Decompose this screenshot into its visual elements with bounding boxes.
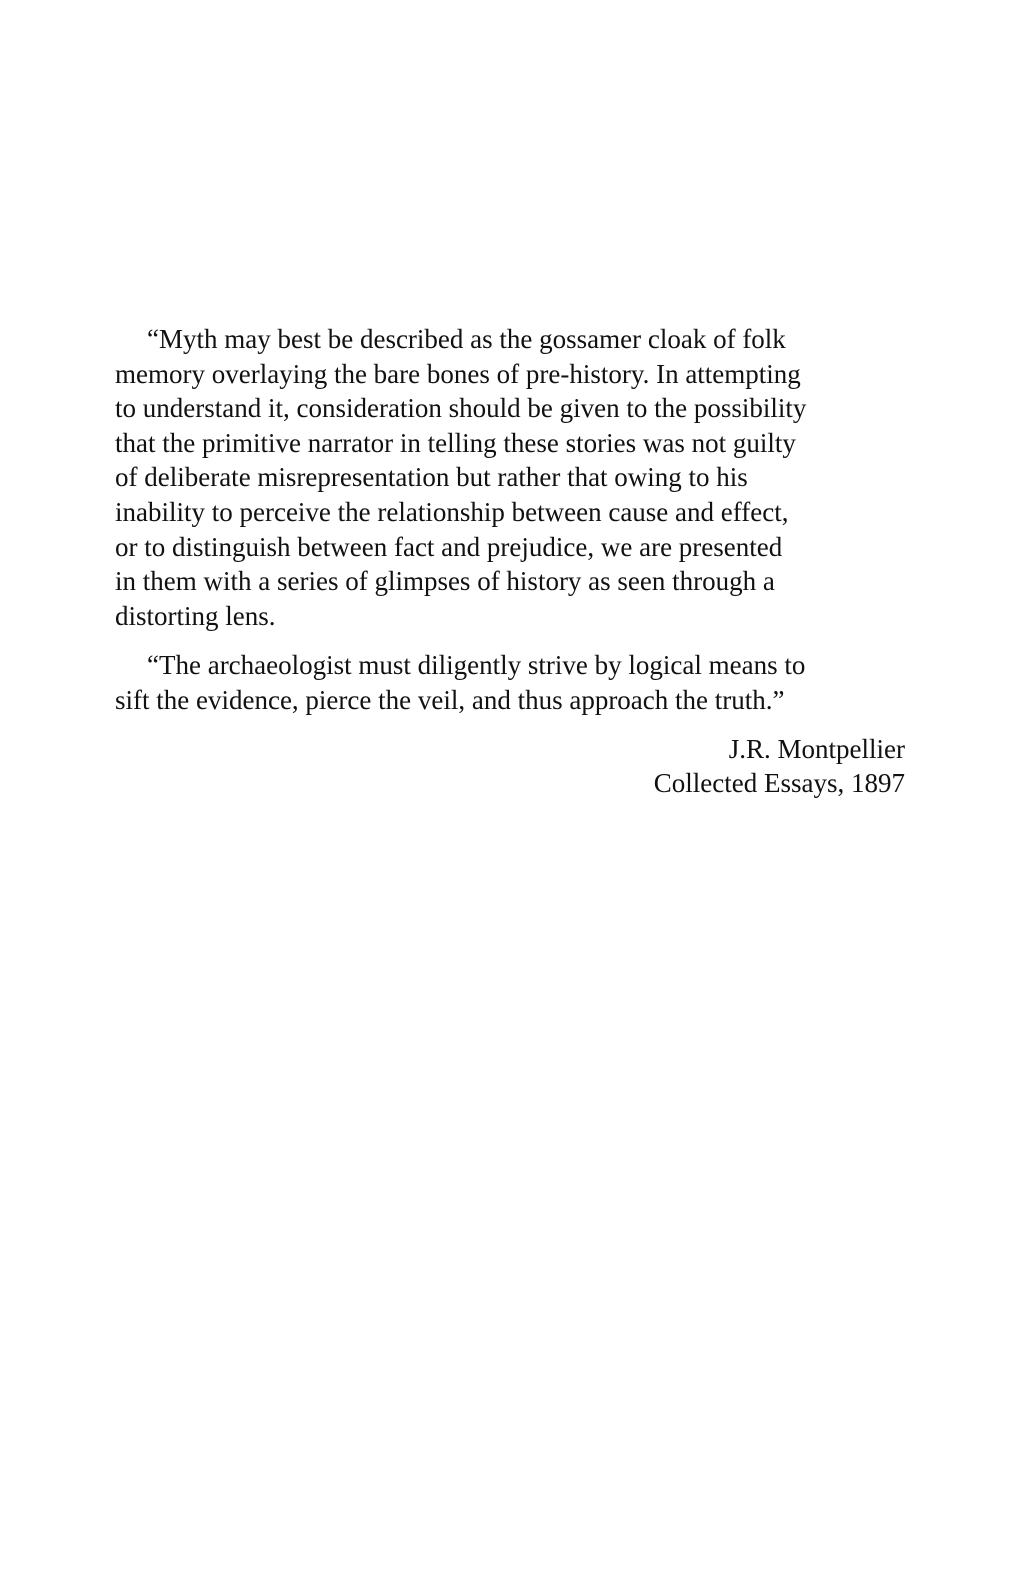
paragraph-line: of deliberate misrepresentation but rather that owing to his bbox=[115, 462, 748, 493]
paragraph-line: “Myth may best be described as the gossamer cloak of folk bbox=[147, 324, 786, 354]
epigraph-paragraph-1 bbox=[115, 322, 905, 633]
attribution-author: J.R. Montpellier bbox=[728, 733, 905, 764]
paragraph-line: sift the evidence, pierce the veil, and thus approach the truth.” bbox=[115, 684, 785, 715]
paragraph-line: in them with a series of glimpses of history as seen through a bbox=[115, 566, 775, 597]
paragraph-line: that the primitive narrator in telling these stories was not guilty bbox=[115, 427, 796, 458]
epigraph-attribution bbox=[115, 732, 905, 800]
epigraph bbox=[115, 322, 905, 800]
epigraph-paragraph-2 bbox=[115, 648, 905, 717]
attribution-source: Collected Essays, 1897 bbox=[653, 767, 905, 798]
paragraph-line: “The archaeologist must diligently strive by logical means to bbox=[147, 650, 806, 681]
paragraph-line: to understand it, consideration should be given to the possibility bbox=[115, 393, 807, 424]
paragraph-line: or to distinguish between fact and prejudice, we are presented bbox=[115, 531, 783, 562]
paragraph-line: inability to perceive the relationship between cause and effect, bbox=[115, 496, 789, 527]
paragraph-line: memory overlaying the bare bones of pre-history. In attempting bbox=[115, 358, 801, 389]
paragraph-line: distorting lens. bbox=[115, 600, 276, 631]
